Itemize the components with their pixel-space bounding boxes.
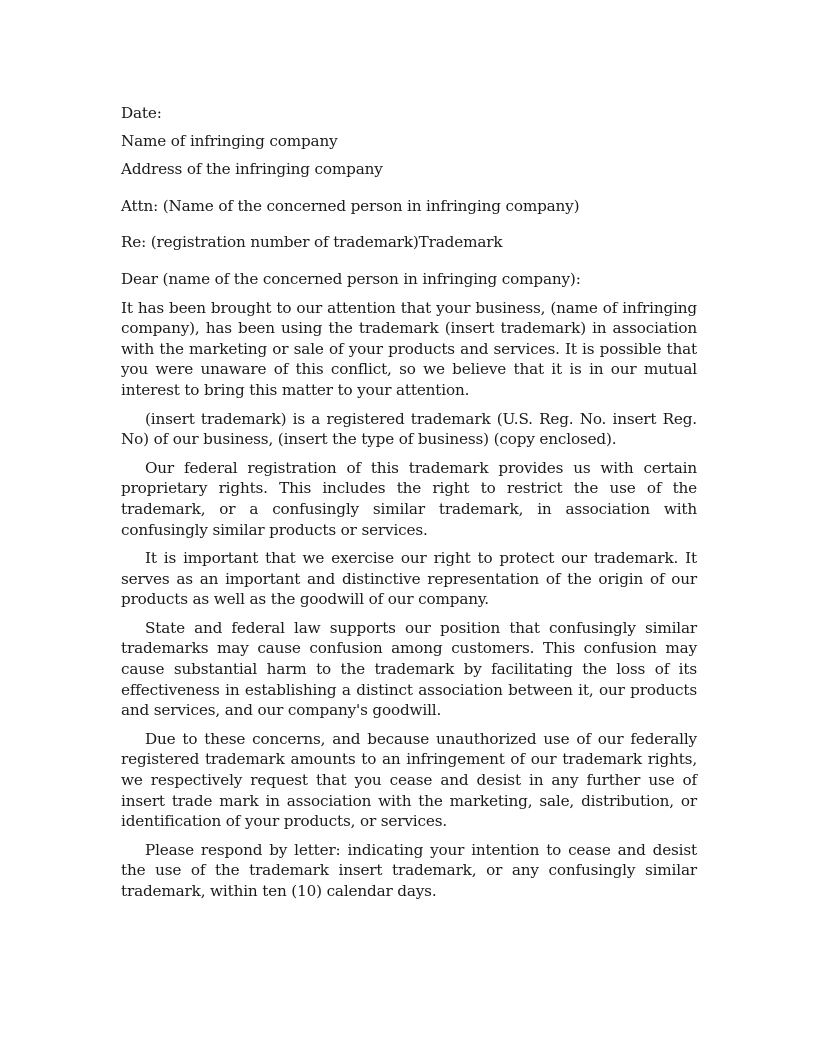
date-line: Date: [121,104,162,122]
body-paragraph-7: Please respond by letter: indicating your intention to cease and desist the use of the trademark insert trademark, or any confusingly similar trademark, within ten (10) calendar days. [121,840,697,900]
letter-page [121,103,697,910]
body-paragraph-5: State and federal law supports our position that confusingly similar trademarks may cause confusion among customers. This confusion may cause substantial harm to the trademark by facilitating the loss of its effectiveness in establishing a distinct association between it, our products and services, and our company's goodwill. [121,618,697,720]
body-paragraph-4: It is important that we exercise our right to protect our trademark. It serves as an important and distinctive representation of the origin of our products as well as the goodwill of our company. [121,549,697,609]
body-paragraph-6: Due to these concerns, and because unauthorized use of our federally registered trademark amounts to an infringement of our trademark rights, we respectively request that you cease and desist in any further use of insert trade mark in association with the marketing, sale, distribution, or identification of your products, or services. [121,729,697,831]
body-paragraph-3: Our federal registration of this trademark provides us with certain proprietary rights. This includes the right to restrict the use of the trademark, or a confusingly similar trademark, in association with confusingly similar products or services. [121,458,697,539]
body-paragraph-2: (insert trademark) is a registered trademark (U.S. Reg. No. insert Reg. No) of our business, (insert the type of business) (copy enclosed). [121,409,697,449]
recipient-address: Address of the infringing company [121,160,383,179]
recipient-name: Name of infringing company [121,132,338,151]
salutation: Dear (name of the concerned person in infringing company): [121,269,581,288]
body-paragraph-1: It has been brought to our attention that your business, (name of infringing company), has been using the trademark (insert trademark) in association with the marketing or sale of your products and services. It is possible that you were unaware of this conflict, so we believe that it is in our mutual interest to bring this matter to your attention. [121,298,697,399]
attention-line: Attn: (Name of the concerned person in infringing company) [121,196,580,215]
subject-line: Re: (registration number of trademark)Trademark [121,233,503,252]
